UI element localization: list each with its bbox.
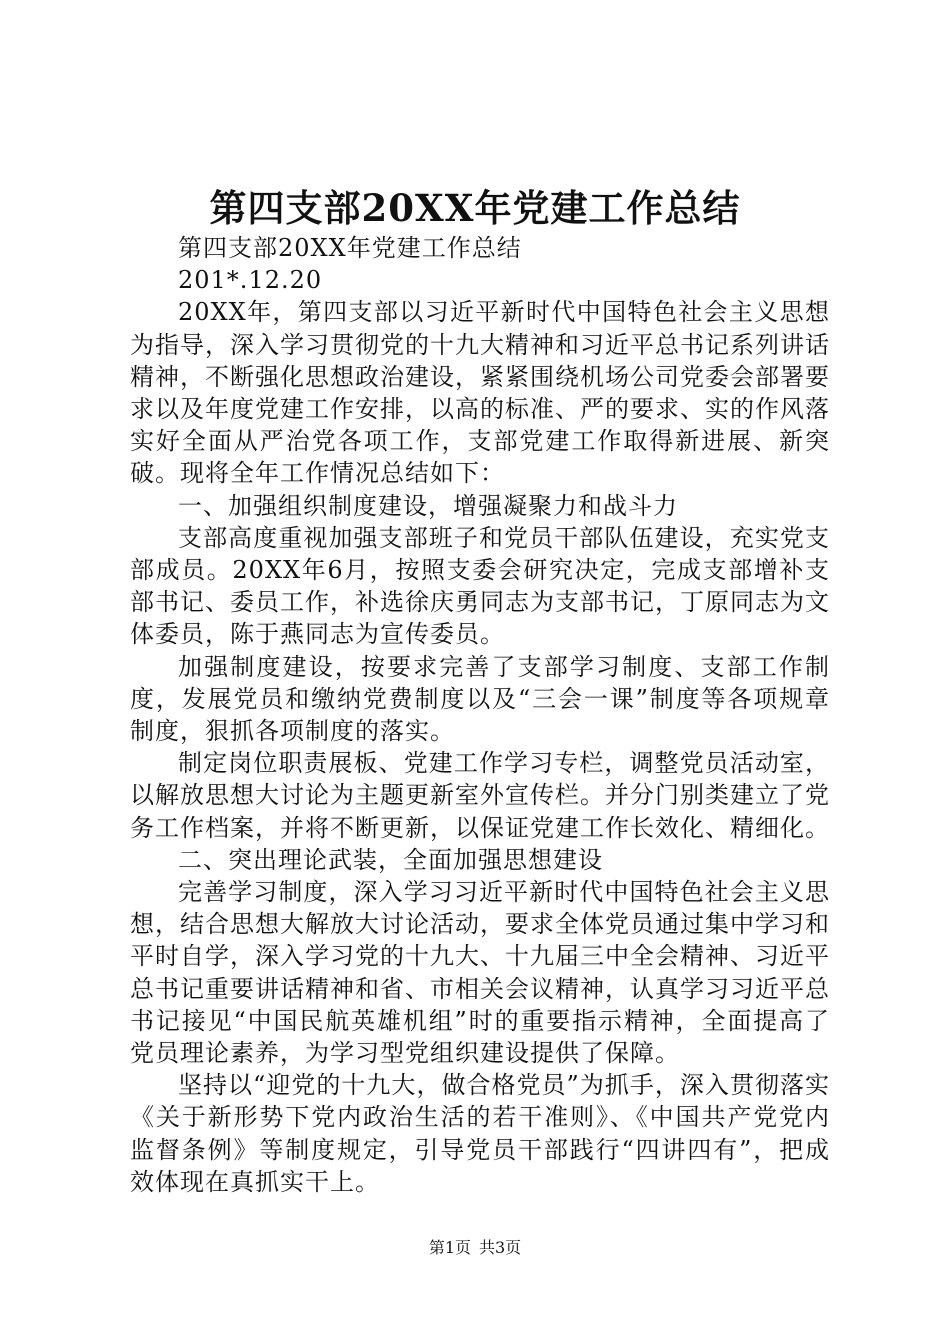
- page-number: 第1页: [428, 1238, 471, 1257]
- page-total: 共3页: [479, 1238, 522, 1257]
- subtitle-paragraph: 第四支部20XX年党建工作总结: [178, 234, 522, 262]
- body-paragraph: 制定岗位职责展板、党建工作学习专栏，调整党员活动室，以解放思想大讨论为主题更新室外宣传栏。并分门别类建立了党务工作档案，并将不断更新，以保证党建工作长效化、精细化。: [130, 749, 830, 842]
- document-body: [130, 232, 830, 1198]
- section-heading-1: 一、加强组织制度建设，增强凝聚力和战斗力: [178, 491, 678, 520]
- body-paragraph: 坚持以“迎党的十九大，做合格党员”为抓手，深入贯彻落实《关于新形势下党内政治生活的若干准则》、《中国共产党党内监督条例》等制度规定，引导党员干部践行“四讲四有”，把成效体现在真抓实干上。: [130, 1071, 830, 1196]
- section-heading-2: 二、突出理论武装，全面加强思想建设: [178, 845, 603, 874]
- date-paragraph: 201*.12.20: [178, 266, 323, 295]
- body-paragraph: 完善学习制度，深入学习习近平新时代中国特色社会主义思想，结合思想大解放大讨论活动，要求全体党员通过集中学习和平时自学，深入学习党的十九大、十九届三中全会精神、习近平总书记重要讲话精神和省、市相关会议精神，认真学习习近平总书记接见“中国民航英雄机组”时的重要指示精神，全面提高了党员理论素养，为学习型党组织建设提供了保障。: [130, 878, 830, 1068]
- body-paragraph: 加强制度建设，按要求完善了支部学习制度、支部工作制度，发展党员和缴纳党费制度以及“三会一课”制度等各项规章制度，狠抓各项制度的落实。: [130, 652, 830, 746]
- page-footer: [0, 1236, 950, 1260]
- document-title: 第四支部20XX年党建工作总结: [209, 186, 741, 230]
- intro-paragraph: 20XX年，第四支部以习近平新时代中国特色社会主义思想为指导，深入学习贯彻党的十九大精神和习近平总书记系列讲话精神，不断强化思想政治建设，紧紧围绕机场公司党委会部署要求以及年度党建工作安排，以高的标准、严的要求、实的作风落实好全面从严治党各项工作，支部党建工作取得新进展、新突破。现将全年工作情况总结如下：: [130, 298, 830, 488]
- body-paragraph: 支部高度重视加强支部班子和党员干部队伍建设，充实党支部成员。20XX年6月，按照支委会研究决定，完成支部增补支部书记、委员工作，补选徐庆勇同志为支部书记，丁原同志为文体委员，陈于燕同志为宣传委员。: [130, 523, 830, 649]
